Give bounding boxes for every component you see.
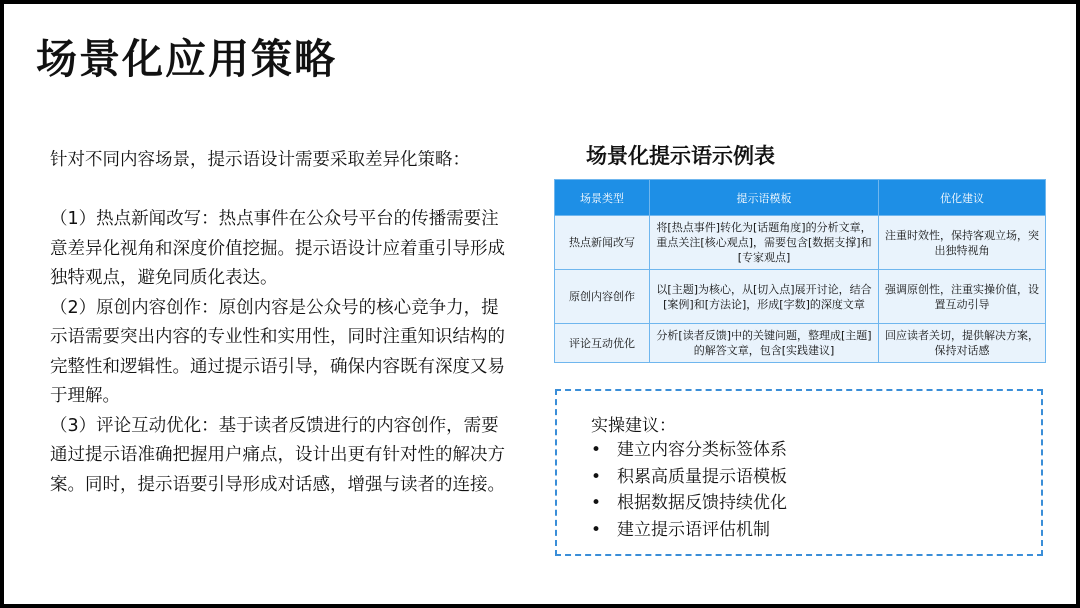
list-item: • 积累高质量提示语模板 xyxy=(591,464,787,491)
paragraph-comment-interaction: （3）评论互动优化：基于读者反馈进行的内容创作，需要通过提示语准确把握用户痛点，设计出更有针对性的解决方案。同时，提示语要引导形成对话感，增强与读者的连接。 xyxy=(50,415,505,495)
paragraph-original-content: （2）原创内容创作：原创内容是公众号的核心竞争力，提示语需要突出内容的专业性和实用性，同时注重知识结构的完整性和逻辑性。通过提示语引导，确保内容既有深度又易于理解。 xyxy=(50,297,505,406)
example-table xyxy=(554,179,1046,363)
page-title: 场景化应用策略 xyxy=(36,35,337,83)
table-row xyxy=(555,324,1046,363)
table-header-row xyxy=(555,180,1046,216)
table-title: 场景化提示语示例表 xyxy=(586,144,775,168)
body-text xyxy=(50,146,510,500)
list-item: • 建立内容分类标签体系 xyxy=(591,437,787,464)
header-prompt-template: 提示语模板 xyxy=(650,180,879,216)
tips-list xyxy=(591,437,787,543)
table-cell: 将[热点事件]转化为[话题角度]的分析文章，重点关注[核心观点]，需要包含[数据支撑]和[专家观点] xyxy=(650,216,879,270)
table-cell: 分析[读者反馈]中的关键问题，整理成[主题]的解答文章，包含[实践建议] xyxy=(650,324,879,363)
list-item: • 根据数据反馈持续优化 xyxy=(591,490,787,517)
paragraph-hot-news: （1）热点新闻改写：热点事件在公众号平台的传播需要注意差异化视角和深度价值挖掘。提示语设计应着重引导形成独特观点，避免同质化表达。 xyxy=(50,209,505,288)
header-optimization: 优化建议 xyxy=(879,180,1046,216)
tips-box xyxy=(555,389,1043,556)
table-cell: 评论互动优化 xyxy=(555,324,650,363)
header-scene-type: 场景类型 xyxy=(555,180,650,216)
table-cell: 原创内容创作 xyxy=(555,270,650,324)
table-cell: 强调原创性，注重实操价值，设置互动引导 xyxy=(879,270,1046,324)
table-cell: 以[主题]为核心，从[切入点]展开讨论，结合[案例]和[方法论]，形成[字数]的深度文章 xyxy=(650,270,879,324)
table-cell: 回应读者关切，提供解决方案，保持对话感 xyxy=(879,324,1046,363)
tips-title: 实操建议： xyxy=(591,416,676,436)
table-row xyxy=(555,216,1046,270)
list-item: • 建立提示语评估机制 xyxy=(591,517,787,544)
paragraph-gap xyxy=(50,176,510,206)
table-cell: 注重时效性，保持客观立场，突出独特视角 xyxy=(879,216,1046,270)
intro-text: 针对不同内容场景，提示语设计需要采取差异化策略： xyxy=(50,150,470,170)
table-cell: 热点新闻改写 xyxy=(555,216,650,270)
table-row xyxy=(555,270,1046,324)
